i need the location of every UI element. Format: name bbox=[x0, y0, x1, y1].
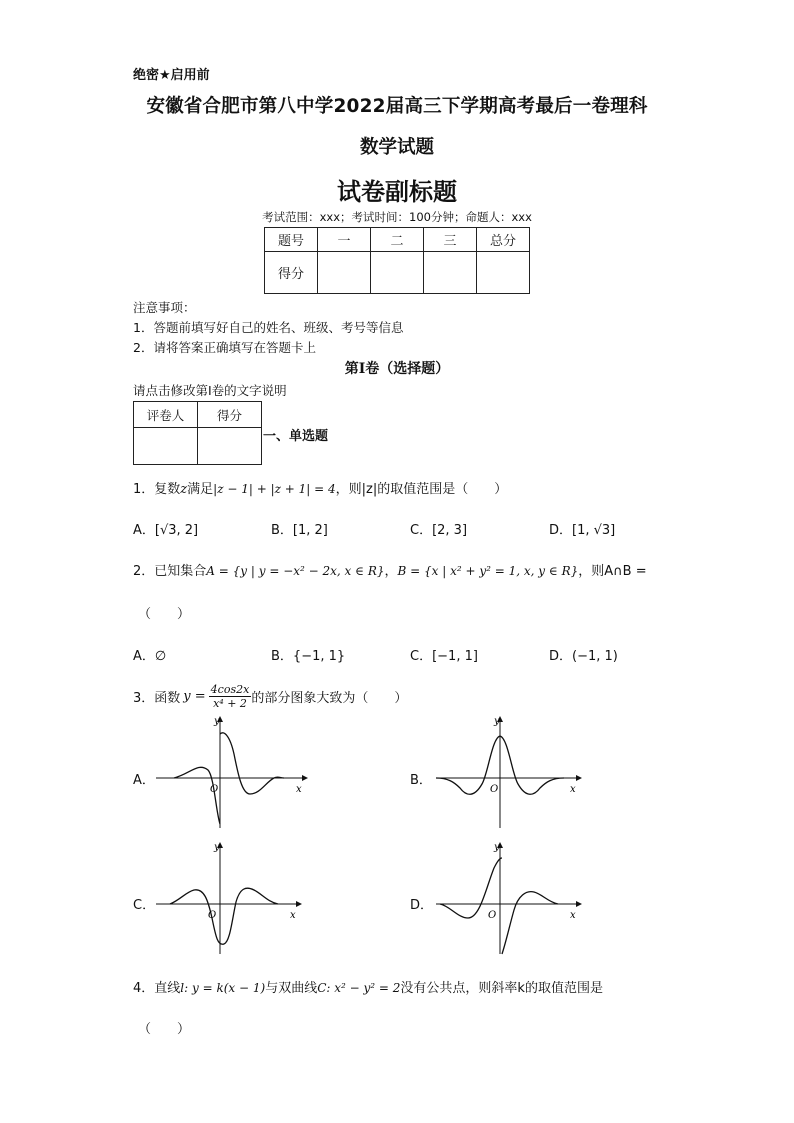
function-fraction bbox=[209, 683, 252, 710]
axis-x-label: x bbox=[570, 784, 576, 795]
score-header-cell: 二 bbox=[371, 228, 424, 252]
grader-table bbox=[133, 401, 262, 465]
fraction-denominator: x⁴ + 2 bbox=[213, 696, 247, 710]
score-cell[interactable] bbox=[371, 252, 424, 294]
question-math: z bbox=[180, 482, 188, 497]
question-text: 直线 bbox=[154, 981, 181, 996]
question-number: 2． bbox=[133, 564, 155, 579]
question-number: 1． bbox=[133, 482, 155, 497]
score-header-cell: 一 bbox=[318, 228, 371, 252]
score-cell[interactable] bbox=[318, 252, 371, 294]
score-header-cell: 三 bbox=[424, 228, 477, 252]
question-text: 没有公共点，则斜率k的取值范围是 bbox=[400, 981, 603, 996]
question-math: C: x² − y² = 2 bbox=[317, 981, 401, 995]
exam-info: 考试范围：xxx；考试时间：100分钟；命题人：xxx bbox=[262, 210, 532, 224]
score-table bbox=[264, 227, 530, 294]
question-math: l: y = k(x − 1) bbox=[180, 981, 266, 995]
question-number: 4． bbox=[133, 981, 155, 996]
origin-label: O bbox=[208, 910, 217, 921]
function-lhs: y = bbox=[183, 688, 206, 704]
section-title: 一、单选题 bbox=[263, 429, 329, 444]
question-text: ， bbox=[384, 564, 398, 579]
graph-option-d-label[interactable]: D． bbox=[410, 898, 434, 913]
option-d[interactable]: D．[1, √3] bbox=[549, 523, 616, 538]
axis-x-label: x bbox=[290, 910, 296, 921]
grader-cell[interactable] bbox=[198, 428, 262, 465]
question-4 bbox=[133, 977, 603, 996]
score-row-label: 得分 bbox=[265, 252, 318, 294]
confidential-mark: 绝密★启用前 bbox=[133, 68, 210, 83]
question-text: 复数 bbox=[154, 482, 181, 497]
question-number: 3． bbox=[133, 690, 155, 706]
question-text: 与双曲线 bbox=[265, 981, 318, 996]
option-b[interactable]: B．[1, 2] bbox=[271, 523, 328, 538]
graph-option-c-label[interactable]: C． bbox=[133, 898, 156, 913]
option-a[interactable]: A．∅ bbox=[133, 649, 167, 664]
graph-option-a[interactable] bbox=[150, 712, 310, 832]
notes-item: 1．答题前填写好自己的姓名、班级、考号等信息 bbox=[133, 320, 404, 335]
score-cell[interactable] bbox=[424, 252, 477, 294]
question-math: |z − 1| + |z + 1| = 4 bbox=[213, 482, 336, 496]
origin-label: O bbox=[490, 784, 499, 795]
axis-x-label: x bbox=[296, 784, 302, 795]
question-math: B = {x | x² + y² = 1, x, y ∈ R} bbox=[397, 564, 579, 578]
answer-paren: （ ） bbox=[138, 1022, 191, 1037]
exam-title-line1: 安徽省合肥市第八中学2022届高三下学期高考最后一卷理科 bbox=[146, 96, 648, 117]
part1-title: 第I卷（选择题） bbox=[344, 361, 450, 377]
notes bbox=[133, 298, 403, 358]
option-d[interactable]: D．(−1, 1) bbox=[549, 649, 618, 664]
exam-title-line2: 数学试题 bbox=[359, 137, 434, 158]
fraction-numerator: 4cos2x bbox=[210, 682, 250, 696]
axis-x-label: x bbox=[570, 910, 576, 921]
question-text: ，则A∩B = bbox=[578, 564, 647, 579]
axis-y-label: y bbox=[214, 842, 220, 853]
notes-heading: 注意事项： bbox=[133, 300, 196, 315]
score-cell[interactable] bbox=[477, 252, 530, 294]
question-text: 的部分图象大致为（ ） bbox=[251, 690, 408, 706]
axis-y-label: y bbox=[214, 716, 220, 727]
option-c[interactable]: C．[2, 3] bbox=[410, 523, 468, 538]
notes-item: 2．请将答案正确填写在答题卡上 bbox=[133, 340, 316, 355]
grader-cell[interactable] bbox=[134, 428, 198, 465]
question-3 bbox=[133, 678, 407, 714]
part1-description: 请点击修改第I卷的文字说明 bbox=[133, 383, 287, 398]
option-a[interactable]: A．[√3, 2] bbox=[133, 523, 199, 538]
question-2 bbox=[133, 560, 647, 579]
graph-option-c[interactable] bbox=[150, 838, 310, 958]
question-1 bbox=[133, 478, 507, 497]
question-text: 函数 bbox=[154, 690, 181, 706]
score-header-cell: 总分 bbox=[477, 228, 530, 252]
graph-option-a-label[interactable]: A． bbox=[133, 773, 155, 788]
axis-y-label: y bbox=[494, 716, 500, 727]
question-text: ，则|z|的取值范围是（ ） bbox=[335, 482, 508, 497]
question-text: 已知集合 bbox=[154, 564, 207, 579]
option-c[interactable]: C．[−1, 1] bbox=[410, 649, 478, 664]
origin-label: O bbox=[210, 784, 219, 795]
question-text: 满足 bbox=[187, 482, 214, 497]
graph-option-d[interactable] bbox=[430, 838, 590, 958]
exam-subtitle: 试卷副标题 bbox=[337, 178, 457, 206]
grader-header: 得分 bbox=[198, 402, 262, 428]
question-math: A = {y | y = −x² − 2x, x ∈ R} bbox=[206, 564, 385, 578]
grader-header: 评卷人 bbox=[134, 402, 198, 428]
axis-y-label: y bbox=[494, 842, 500, 853]
graph-option-b[interactable] bbox=[430, 712, 590, 832]
origin-label: O bbox=[488, 910, 497, 921]
answer-paren: （ ） bbox=[138, 607, 191, 622]
score-header-cell: 题号 bbox=[265, 228, 318, 252]
option-b[interactable]: B．{−1, 1} bbox=[271, 649, 346, 664]
graph-option-b-label[interactable]: B． bbox=[410, 773, 432, 788]
